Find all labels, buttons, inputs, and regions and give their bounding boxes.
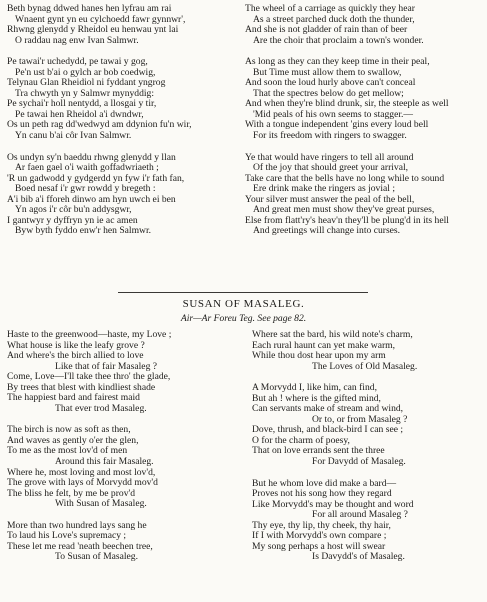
stanza xyxy=(245,4,482,46)
verse-line: Is Davydd's of Masaleg. xyxy=(312,552,405,563)
verse-line: O raddau nag enw Ivan Salmwr. xyxy=(15,35,139,46)
poem-column-left xyxy=(7,330,239,574)
welsh-poem-column xyxy=(7,4,239,248)
verse-line: Pe sychai'r holl nentydd, a llosgai y tir, xyxy=(7,99,157,110)
verse-line: That on love errands sent the three xyxy=(252,446,385,457)
verse-line: While thou dost hear upon my arm xyxy=(252,351,386,362)
section-divider xyxy=(118,292,368,293)
verse-line: And when they're blind drunk, sir, the steeple as well xyxy=(245,99,449,110)
verse-line: A Morvydd I, like him, can find, xyxy=(252,383,377,394)
verse-line: 'Mid peals of his own seems to stagger.— xyxy=(253,109,414,120)
verse-line: 'R un gadwodd y gydgerdd yn fyw i'r fath fan, xyxy=(7,173,185,184)
verse-line: But ah ! where is the gifted mind, xyxy=(252,393,381,404)
verse-line: The grove with lays of Morvydd mov'd xyxy=(7,478,158,489)
verse-line: To me as the most lov'd of men xyxy=(7,446,128,457)
verse-line: Proves not his song how they regard xyxy=(252,489,392,500)
verse-line: As long as they can they keep time in their peal, xyxy=(245,57,430,68)
verse-line: The birch is now as soft as then, xyxy=(7,425,131,436)
verse-line: That ever trod Masaleg. xyxy=(55,403,147,414)
verse-line: Thy eye, thy lip, thy cheek, thy hair, xyxy=(252,520,391,531)
verse-line: A'i bib a'i fforeh dinwo am hyn uwch ei ben xyxy=(7,194,176,205)
verse-line: The Loves of Old Masaleg. xyxy=(312,361,418,372)
verse-line: O for the charm of poesy, xyxy=(252,435,350,446)
verse-line: Around this fair Masaleg. xyxy=(55,457,154,468)
verse-line: For all around Masaleg ? xyxy=(312,510,408,521)
stanza xyxy=(7,330,239,414)
verse-line: Where he, most loving and most lov'd, xyxy=(7,467,156,478)
verse-line: Yn canu b'ai côr Ivan Salmwr. xyxy=(15,131,132,142)
verse-line: Or to, or from Masaleg ? xyxy=(312,414,408,425)
verse-line: Pe tawai hen Rheidol a'i dwndwr, xyxy=(15,109,144,120)
stanza xyxy=(7,425,239,509)
verse-line: Like that of fair Masaleg ? xyxy=(55,361,158,372)
stanza xyxy=(7,4,239,46)
verse-line: For its freedom with ringers to swagger. xyxy=(253,131,407,142)
verse-line: The bliss he felt, by me be prov'd xyxy=(7,488,136,499)
verse-line: And greetings will change into curses. xyxy=(253,226,401,237)
verse-line: That the spectres below do get mellow; xyxy=(253,88,404,99)
verse-line: Wnaent gynt yn eu cylchoedd fawr gynnwr', xyxy=(15,14,186,25)
verse-line: By trees that blest with kindliest shade xyxy=(7,382,156,393)
verse-line: I gantwyr y dyffryn yn ie ac amen xyxy=(7,215,138,226)
stanza xyxy=(245,57,482,141)
verse-line: Beth bynag ddwed hanes hen lyfrau am rai xyxy=(7,4,172,14)
verse-line: And soon the loud hurly above can't conceal xyxy=(245,78,416,89)
poem-title: SUSAN OF MASALEG. xyxy=(182,298,305,310)
verse-line: Byw byth fyddo enw'r hen Salmwr. xyxy=(15,226,152,237)
verse-line: These let me read 'neath beechen tree, xyxy=(7,541,153,552)
verse-line: Yn agos i'r côr bu'n addysgwr, xyxy=(15,205,132,216)
verse-line: Pe tawai'r uchedydd, pe tawai y gog, xyxy=(7,57,148,68)
stanza xyxy=(252,383,484,467)
verse-line: For Davydd of Masaleg. xyxy=(312,457,406,468)
verse-line: The wheel of a carriage as quickly they hear xyxy=(245,4,415,14)
stanza xyxy=(7,153,239,237)
verse-line: To laud his Love's supremacy ; xyxy=(7,531,127,542)
verse-line: Os un peth rag dd'wedwyd am ddynion fu'n wir, xyxy=(7,120,192,131)
verse-line: Rhwng glenydd y Rheidol eu henwau ynt lai xyxy=(7,25,179,36)
verse-line: With a tongue independent 'gins every loud bell xyxy=(245,120,429,131)
stanza xyxy=(7,521,239,563)
verse-line: Ere drink make the ringers as jovial ; xyxy=(253,184,395,195)
verse-line: As a street parched duck doth the thunder, xyxy=(253,14,415,25)
stanza xyxy=(7,57,239,141)
verse-line: Ye that would have ringers to tell all around xyxy=(245,152,414,163)
verse-line: Are the choir that proclaim a town's wonder. xyxy=(253,35,424,46)
verse-line: But he whom love did make a bard— xyxy=(252,478,397,489)
verse-line: Ar faen gael o'i waith goffadwriaeth ; xyxy=(15,163,159,174)
verse-line: Os undyn sy'n baeddu rhwng glenydd y llan xyxy=(7,152,176,163)
verse-line: What house is like the leafy grove ? xyxy=(7,340,145,351)
verse-line: Each rural haunt can yet make warm, xyxy=(252,340,396,351)
verse-line: The happiest bard and fairest maid xyxy=(7,393,140,404)
verse-line: More than two hundred lays sang he xyxy=(7,520,147,531)
verse-line: Your silver must answer the peal of the bell, xyxy=(245,194,415,205)
verse-line: Can servants make of stream and wind, xyxy=(252,404,404,415)
verse-line: Come, Love—I'll take thee thro' the glade, xyxy=(7,372,171,383)
stanza xyxy=(252,330,484,372)
verse-line: And where's the birch allied to love xyxy=(7,351,144,362)
verse-line: Dove, thrush, and black-bird I can see ; xyxy=(252,425,404,436)
verse-line: Pe'n ust b'ai o gylch ar bob coedwig, xyxy=(15,67,156,78)
verse-line: Of the joy that should greet your arrival, xyxy=(253,163,409,174)
verse-line: Take care that the bells have no long while to sound xyxy=(245,173,445,184)
stanza xyxy=(245,153,482,237)
verse-line: And she is not gladder of rain than of beer xyxy=(245,25,408,36)
english-poem-column xyxy=(245,4,482,248)
stanza xyxy=(252,479,484,563)
verse-line: And great men must show they've great purses, xyxy=(253,205,435,216)
verse-line: Boed nesaf i'r gwr rowdd y bregeth : xyxy=(15,184,156,195)
verse-line: Like Morvydd's may be thought and word xyxy=(252,499,414,510)
poem-air-note: Air—Ar Foreu Teg. See page 82. xyxy=(180,313,307,324)
verse-line: My song perhaps a host will swear xyxy=(252,541,386,552)
verse-line: Tra chwyth yn y Salmwr mynyddig: xyxy=(15,88,155,99)
verse-line: Where sat the bard, his wild note's charm, xyxy=(252,330,413,340)
verse-line: If I with Morvydd's own compare ; xyxy=(252,531,387,542)
verse-line: Haste to the greenwood—haste, my Love ; xyxy=(7,330,172,340)
verse-line: Telynau Glan Rheidiol ni fyddant yngrog xyxy=(7,78,166,89)
verse-line: But Time must allow them to swallow, xyxy=(253,67,402,78)
verse-line: And waves as gently o'er the glen, xyxy=(7,435,139,446)
verse-line: To Susan of Masaleg. xyxy=(55,552,138,563)
poem-column-right xyxy=(252,330,484,574)
verse-line: With Susan of Masaleg. xyxy=(55,499,147,510)
verse-line: Else from flatt'ry's heav'n they'll be plung'd in its hell xyxy=(245,215,449,226)
